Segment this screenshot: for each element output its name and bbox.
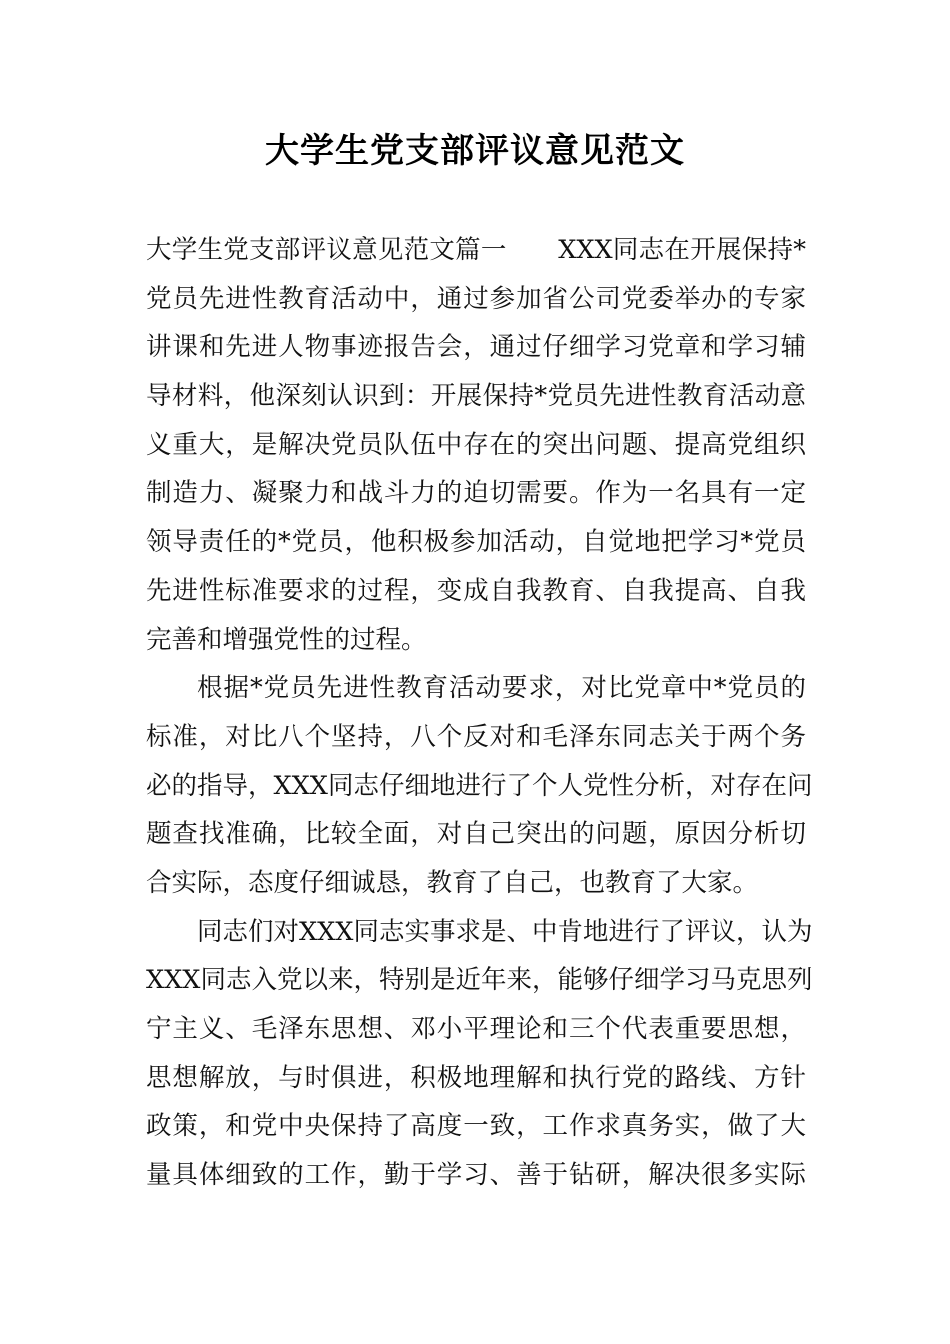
paragraph-line: 领导责任的*党员，他积极参加活动，自觉地把学习*党员 xyxy=(146,527,806,558)
paragraph-line: 宁主义、毛泽东思想、邓小平理论和三个代表重要思想， xyxy=(146,1014,806,1044)
paragraph-line: 讲课和先进人物事迹报告会，通过仔细学习党章和学习辅 xyxy=(146,332,806,363)
paragraph-line: 完善和增强党性的过程。 xyxy=(146,624,427,655)
paragraph-line: 标准，对比八个坚持，八个反对和毛泽东同志关于两个务 xyxy=(146,721,806,752)
paragraph-line: 先进性标准要求的过程，变成自我教育、自我提高、自我 xyxy=(146,575,806,606)
paragraph-line: 大学生党支部评议意见范文篇一 XXX同志在开展保持* xyxy=(146,235,806,265)
paragraph-3 xyxy=(146,908,813,1200)
paragraph-line: 政策，和党中央保持了高度一致，工作求真务实，做了大 xyxy=(146,1111,806,1142)
paragraph-line: 导材料，他深刻认识到：开展保持*党员先进性教育活动意 xyxy=(146,381,806,412)
paragraph-line: 思想解放，与时俱进，积极地理解和执行党的路线、方针 xyxy=(146,1062,806,1093)
paragraph-line: 题查找准确，比较全面，对自己突出的问题，原因分析切 xyxy=(146,819,806,850)
paragraph-line: 必的指导，XXX同志仔细地进行了个人党性分析，对存在问 xyxy=(146,770,813,801)
paragraph-line: 义重大，是解决党员队伍中存在的突出问题、提高党组织 xyxy=(146,429,806,460)
paragraph-line: 制造力、凝聚力和战斗力的迫切需要。作为一名具有一定 xyxy=(146,478,806,509)
paragraph-1 xyxy=(146,226,806,664)
paragraph-line: XXX同志入党以来，特别是近年来，能够仔细学习马克思列 xyxy=(146,965,813,996)
paragraph-line: 党员先进性教育活动中，通过参加省公司党委举办的专家 xyxy=(146,283,806,314)
document-body xyxy=(146,226,813,1200)
paragraph-line: 根据*党员先进性教育活动要求，对比党章中*党员的 xyxy=(197,673,806,704)
paragraph-line: 量具体细致的工作，勤于学习、善于钻研，解决很多实际 xyxy=(146,1160,806,1191)
document-title: 大学生党支部评议意见范文 xyxy=(265,131,685,171)
paragraph-line: 合实际，态度仔细诚恳，教育了自己，也教育了大家。 xyxy=(146,867,759,898)
paragraph-2 xyxy=(146,664,813,907)
paragraph-line: 同志们对XXX同志实事求是、中肯地进行了评议，认为 xyxy=(197,916,813,947)
